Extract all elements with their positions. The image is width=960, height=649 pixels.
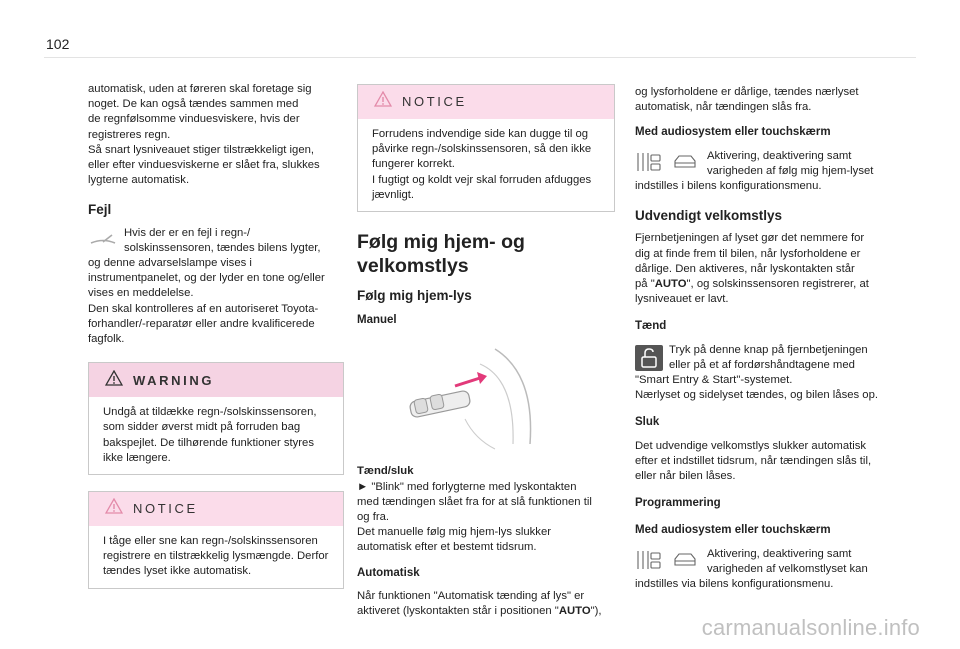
column-3 [635, 85, 895, 592]
intro-text: automatisk, uden at føreren skal foretage sig noget. De kan også tændes sammen med de regnfølsomme vinduesviskere, hvis der registreres regn. Så snart lysniveauet stiger tilstrækkeligt igen, eller efter vinduesviskerne er slået fra, slukkes lygterne automatisk. [88, 83, 320, 187]
on-heading: Tænd [635, 320, 667, 333]
subsection-title: Følg mig hjem-lys [357, 288, 472, 304]
continuation-text: og lysforholdene er dårlige, tændes nærlyset automatisk, når tændingen slås fra. [635, 86, 859, 114]
off-text: Det udvendige velkomstlys slukker automatisk efter et indstillet tidsrum, når tændingen slås til, eller når bilen låses. [635, 439, 872, 483]
audio-heading-2: Med audiosystem eller touchskærm [635, 524, 831, 537]
warning-triangle-icon [105, 370, 123, 391]
on-paragraph: Tryk på denne knap på fjernbetjeningen eller på et af fordørshåndtagene med "Smart Entry & Start"-systemet. Nærlyset og sidelyset tændes, og bilen låses op. [635, 343, 879, 402]
toggle-text: ► "Blink" med forlygterne med lyskontakten med tændingen slået fra for at slå funktionen til og fra. Det manuelle følg mig hjem-lys slukker automatisk efter et bestemt tidsrum. [357, 480, 592, 554]
manual-heading: Manuel [357, 314, 397, 327]
off-heading: Sluk [635, 416, 660, 429]
light-switch-illustration [395, 344, 615, 454]
exterior-welcome-heading: Udvendigt velkomstlys [635, 208, 783, 224]
watermark: carmanualsonline.info [701, 615, 920, 640]
warning-text: Undgå at tildække regn-/solskinssensoren, som sidder øverst midt på forruden bag bakspejlet. De tilhørende funktioner styres ikke længere. [103, 406, 317, 464]
page-header [0, 0, 960, 70]
fault-heading: Fejl [88, 202, 112, 218]
notice-triangle-icon [105, 498, 123, 519]
page-number: 102 [46, 36, 70, 52]
wiper-warning-icon [88, 228, 118, 250]
notice-box-1 [88, 491, 344, 589]
notice-text: I tåge eller sne kan regn-/solskinssensoren registrere en tilstrækkelig lysmængde. Derfor tændes lyset ikke automatisk. [103, 535, 329, 578]
settings-car-icon [635, 151, 701, 173]
programming-heading: Programmering [635, 497, 721, 510]
fault-paragraph: Hvis der er en fejl i regn-/ solskinssensoren, tændes bilens lygter, og denne advarselslampe vises i instrumentpanelet, og der lyder en tone og/eller vises en meddelelse. Den skal kontrolleres af en autoriseret Toyota- forhandler/-reparatør eller andre kvalificerede fagfolk. [88, 226, 325, 346]
toggle-label: Tænd/sluk [357, 465, 414, 478]
section-title: Følg mig hjem- og velkomstlys [357, 231, 525, 278]
automatic-text: Når funktionen "Automatisk tænding af lys" er aktiveret (lyskontakten står i positionen "AUTO"), [357, 589, 602, 618]
notice-triangle-icon [374, 91, 392, 112]
unlock-icon [635, 345, 663, 371]
automatic-heading: Automatisk [357, 566, 420, 579]
notice-title: NOTICE [402, 94, 467, 110]
column-1 [88, 82, 344, 589]
notice-text: Forrudens indvendige side kan dugge til og påvirke regn-/solskinssensoren, så den ikke fungerer korrekt. I fugtigt og koldt vejr skal forruden afdugges jævnligt. [372, 128, 592, 201]
exterior-welcome-text: Fjernbetjeningen af lyset gør det nemmere for dig at finde frem til bilen, når lysforholdene er dårlige. Den aktiveres, når lyskontakten står på "AUTO", og solskinssensoren registrerer, at lysniveauet er lavt. [635, 232, 869, 306]
header-divider [44, 57, 916, 58]
settings-car-icon [635, 549, 701, 571]
warning-box [88, 362, 344, 475]
notice-box-2 [357, 84, 615, 212]
audio-paragraph-2: Aktivering, deaktivering samt varigheden af velkomstlyset kan indstilles via bilens konfigurationsmenu. [635, 547, 868, 591]
audio-heading-1: Med audiosystem eller touchskærm [635, 126, 831, 139]
audio-paragraph-1: Aktivering, deaktivering samt varigheden af følg mig hjem-lyset indstilles i bilens konfigurationsmenu. [635, 149, 874, 193]
notice-title: NOTICE [133, 501, 198, 517]
column-2 [357, 84, 615, 619]
warning-title: WARNING [133, 372, 215, 388]
